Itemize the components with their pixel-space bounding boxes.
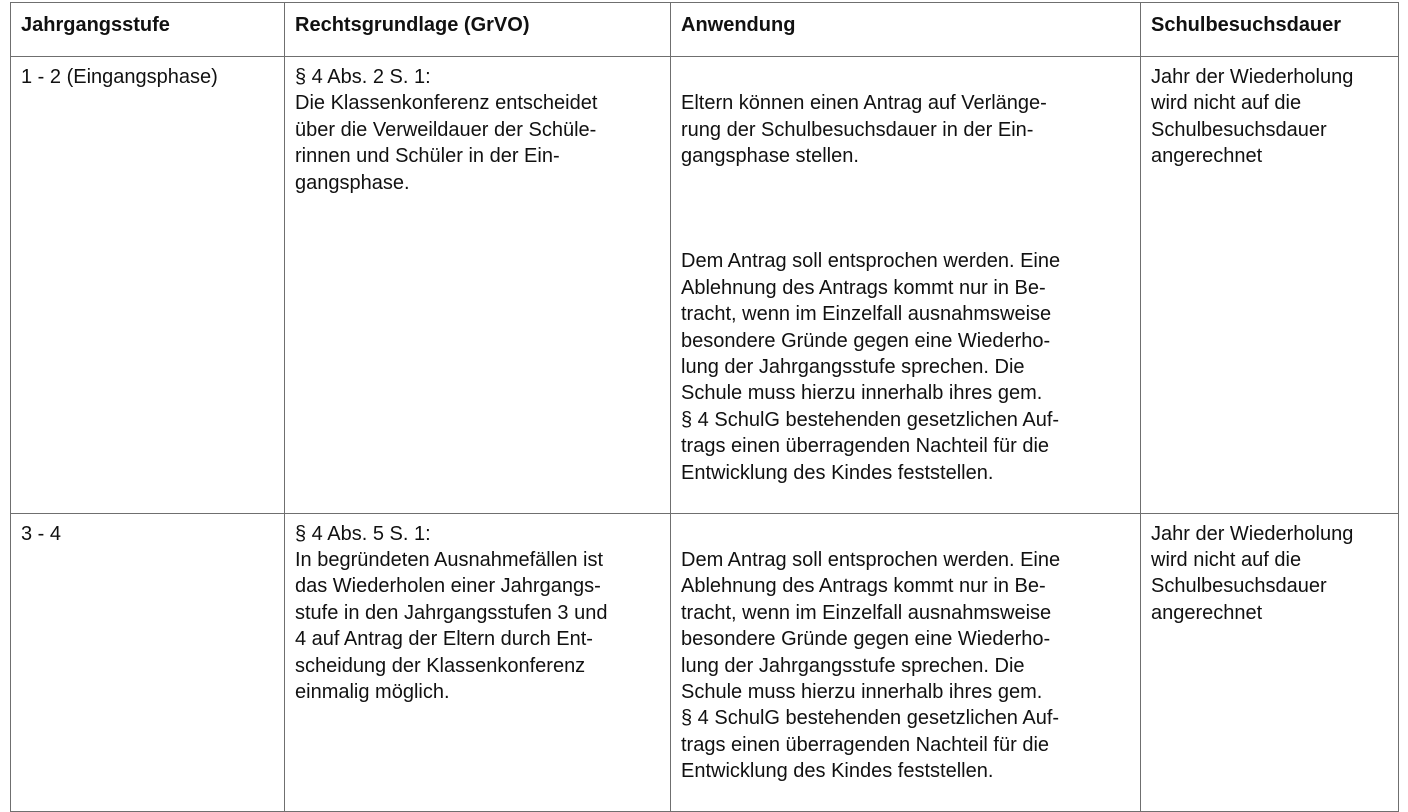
cell-stufe: 1 - 2 (Eingangsphase)	[11, 57, 285, 514]
table-row	[11, 513, 1399, 811]
header-row	[11, 3, 1399, 57]
cell-schulbesuchsdauer: Jahr der Wiederholung wird nicht auf die Schulbesuchsdauer angerechnet	[1141, 57, 1399, 514]
regulation-table	[10, 2, 1399, 812]
cell-anwendung	[671, 513, 1141, 811]
table-header	[11, 3, 1399, 57]
anwendung-paragraph: Eltern können einen Antrag auf Verlänge- rung der Schulbesuchsdauer in der Ein- gangsphase stellen.	[681, 92, 1047, 168]
paragraph-spacer	[681, 196, 1130, 222]
cell-rechtsgrundlage: § 4 Abs. 5 S. 1: In begründeten Ausnahmefällen ist das Wiederholen einer Jahrgangs- stufe in den Jahrgangsstufen 3 und 4 auf Antrag der Eltern durch Ent- scheidung der Klassenkonferenz einmalig möglich.	[285, 513, 671, 811]
cell-rechtsgrundlage: § 4 Abs. 2 S. 1: Die Klassenkonferenz entscheidet über die Verweildauer der Schüle- rinnen und Schüler in der Ein- gangsphase.	[285, 57, 671, 514]
table-row	[11, 57, 1399, 514]
cell-schulbesuchsdauer: Jahr der Wiederholung wird nicht auf die Schulbesuchsdauer angerechnet	[1141, 513, 1399, 811]
table-body	[11, 57, 1399, 812]
cell-anwendung	[671, 57, 1141, 514]
header-jahrgangsstufe: Jahrgangsstufe	[11, 3, 285, 57]
header-anwendung: Anwendung	[671, 3, 1141, 57]
cell-stufe: 3 - 4	[11, 513, 285, 811]
header-schulbesuchsdauer: Schulbesuchsdauer	[1141, 3, 1399, 57]
header-rechtsgrundlage: Rechtsgrundlage (GrVO)	[285, 3, 671, 57]
anwendung-paragraph: Dem Antrag soll entsprochen werden. Eine Ablehnung des Antrags kommt nur in Be- tracht, wenn im Einzelfall ausnahmsweise besondere Gründe gegen eine Wiederho- lung der Jahrgangsstufe sprechen. Die Schule muss hierzu innerhalb ihres gem. § 4 SchulG bestehenden gesetzlichen Auf- trags einen überragenden Nachteil für die Entwicklung des Kindes feststellen.	[681, 548, 1061, 783]
anwendung-paragraph: Dem Antrag soll entsprochen werden. Eine Ablehnung des Antrags kommt nur in Be- tracht, wenn im Einzelfall ausnahmsweise besondere Gründe gegen eine Wiederho- lung der Jahrgangsstufe sprechen. Die Schule muss hierzu innerhalb ihres gem. § 4 SchulG bestehenden gesetzlichen Auf- trags einen überragenden Nachteil für die Entwicklung des Kindes feststellen.	[681, 250, 1061, 484]
